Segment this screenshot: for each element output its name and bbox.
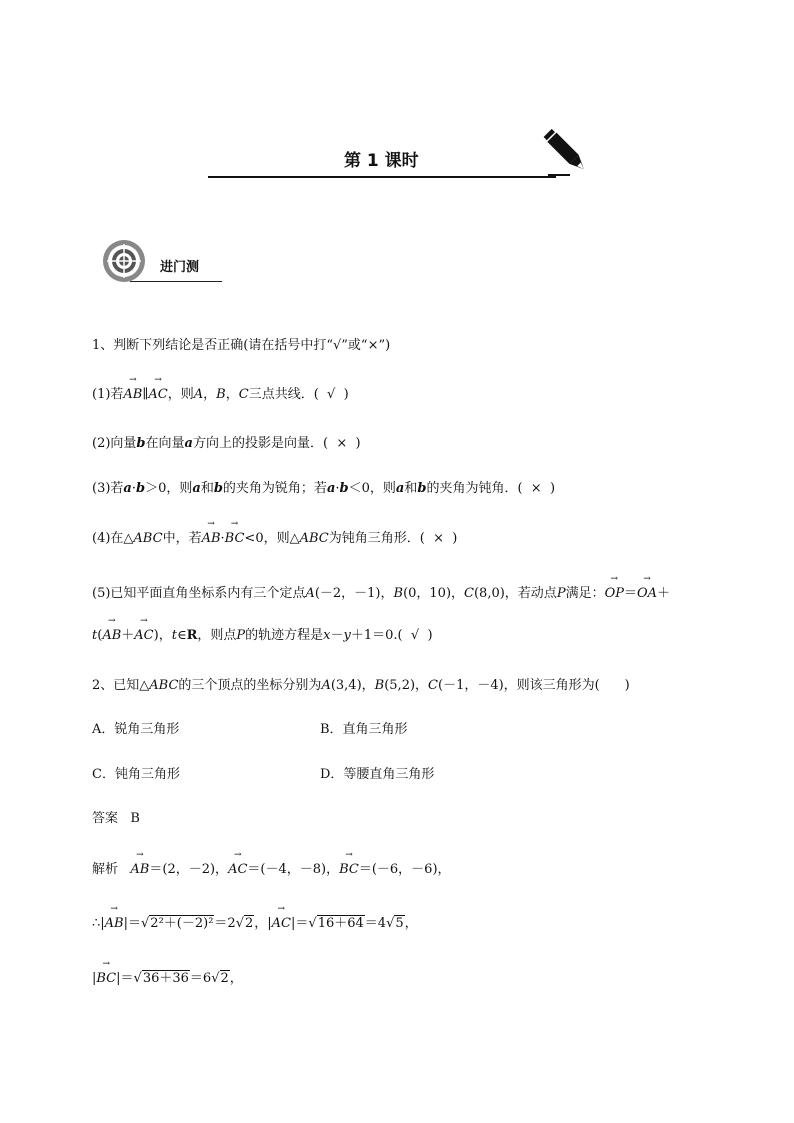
- text: (5)已知平面直角坐标系内有三个定点: [92, 586, 306, 601]
- option-b: B．直角三角形: [320, 722, 408, 737]
- vector-ac: → AC: [148, 386, 167, 404]
- point-a: A: [305, 586, 315, 601]
- title-underline: [208, 176, 556, 178]
- q2-stem: [92, 677, 630, 695]
- text: ，则点: [197, 628, 237, 643]
- text: ＝2: [214, 916, 236, 931]
- answer-value: B: [130, 811, 140, 826]
- analysis-label: 解析: [92, 862, 119, 877]
- point-p: P: [236, 628, 246, 643]
- text: (2)向量: [92, 436, 137, 451]
- reals-symbol: R: [186, 628, 198, 643]
- text: 的夹角为钝角．(: [426, 481, 523, 496]
- text: 和: [404, 481, 418, 496]
- vector-b: b: [136, 436, 146, 451]
- vector-bc: → BC: [339, 861, 359, 879]
- analysis-line-3: |→ BC|＝√36＋36＝6√2，: [92, 970, 243, 988]
- vector-bc: → BC: [96, 970, 116, 988]
- q1-item-5-line2: [92, 627, 433, 645]
- answer-mark: √: [410, 628, 420, 643]
- vector-b: b: [213, 481, 223, 496]
- text: (－2，－1)，: [314, 586, 394, 601]
- text: ): [343, 387, 349, 402]
- q1-item-2: [92, 435, 361, 453]
- text: ＝(－6，－6)，: [358, 862, 451, 877]
- vector-ac: → AC: [134, 627, 153, 645]
- answer-mark: √: [327, 387, 336, 402]
- text: 2、已知△: [92, 678, 150, 693]
- text: 的轨迹方程是: [245, 628, 324, 643]
- q1-item-4: [92, 530, 457, 548]
- vector-ab: → AB: [202, 530, 221, 548]
- param-t: t: [92, 628, 98, 643]
- point-b: B: [216, 387, 226, 402]
- option-c: C．钝角三角形: [92, 767, 180, 782]
- text: ，: [203, 387, 217, 402]
- text: (0，10)，: [403, 586, 465, 601]
- text: 在向量: [145, 436, 185, 451]
- answer-mark: ×: [336, 436, 348, 451]
- sqrt-expr: 5: [395, 916, 404, 931]
- text: 方向上的投影是向量．(: [192, 436, 329, 451]
- vector-b: b: [417, 481, 427, 496]
- point-b: B: [374, 678, 385, 693]
- vector-a: a: [123, 481, 132, 496]
- answer-mark: ×: [530, 481, 542, 496]
- sqrt-expr: 2: [220, 971, 229, 986]
- sqrt-expr: 36＋36: [142, 971, 189, 986]
- text: |＝: [291, 916, 309, 931]
- text: ＞0，则: [145, 481, 193, 496]
- text: ·: [335, 481, 340, 496]
- q1-item-5-line1: [92, 585, 670, 603]
- answer-label: 答案: [92, 811, 119, 826]
- text: (－1，－4)，则该三角形为(: [438, 678, 600, 693]
- text: ·: [220, 531, 225, 546]
- option-d: D．等腰直角三角形: [320, 767, 435, 782]
- vector-ab: → AB: [123, 386, 142, 404]
- vector-bc: → BC: [225, 530, 245, 548]
- text: <0，则△: [244, 531, 300, 546]
- target-icon: [101, 238, 147, 284]
- text: ＋: [121, 628, 135, 643]
- q1-item-3: [92, 480, 555, 498]
- text: ): [624, 678, 630, 693]
- vector-ab: → AB: [102, 627, 121, 645]
- triangle-name: ABC: [149, 678, 179, 693]
- text: )，: [153, 628, 172, 643]
- text: (1)若: [92, 387, 124, 402]
- text: ): [452, 531, 458, 546]
- vector-a: a: [395, 481, 405, 496]
- text: 和: [200, 481, 214, 496]
- text: ·: [131, 481, 136, 496]
- text: 的夹角为锐角；若: [222, 481, 327, 496]
- text: |＝: [116, 971, 134, 986]
- point-c: C: [238, 387, 249, 402]
- text: ＝6: [189, 971, 212, 986]
- text: ∥: [142, 387, 149, 402]
- section-underline: [130, 281, 222, 282]
- param-t: t: [171, 628, 177, 643]
- text: 的三个顶点的坐标分别为: [178, 678, 322, 693]
- text: －: [330, 628, 344, 643]
- text: ＝: [623, 586, 637, 601]
- analysis-line-1: [92, 861, 451, 879]
- triangle-name: ABC: [299, 531, 329, 546]
- sqrt-expr: 2: [244, 916, 254, 931]
- text: (: [97, 628, 103, 643]
- text: |＝: [123, 916, 141, 931]
- text: ∈: [176, 628, 187, 643]
- vector-ab: → AB: [130, 861, 149, 879]
- var-x: x: [323, 628, 331, 643]
- text: ＝4: [364, 916, 387, 931]
- text: 中，若: [162, 531, 202, 546]
- vector-a: a: [326, 481, 336, 496]
- vector-b: b: [136, 481, 146, 496]
- sqrt-expr: 16＋64: [317, 916, 364, 931]
- text: (8,0)，若动点: [473, 586, 557, 601]
- text: ＝(－4，－8)，: [247, 862, 340, 877]
- q1-item-1: [92, 386, 349, 404]
- vector-oa: → OA: [637, 585, 657, 603]
- vector-ab: → AB: [105, 915, 124, 933]
- pencil-icon: [540, 126, 596, 182]
- answer-mark: ×: [433, 531, 444, 546]
- text: ＜0，则: [348, 481, 396, 496]
- vector-b: b: [339, 481, 349, 496]
- point-c: C: [428, 678, 438, 693]
- text: ): [427, 628, 433, 643]
- text: (3)若: [92, 481, 124, 496]
- point-c: C: [464, 586, 474, 601]
- sqrt-expr: 2²＋(－2)²: [150, 916, 214, 931]
- analysis-line-2: ∴|→ AB|＝√2²＋(－2)²＝2√2，|→ AC|＝√16＋64＝4√5，: [92, 915, 418, 933]
- vector-ac: → AC: [228, 861, 247, 879]
- vector-a: a: [184, 436, 193, 451]
- point-p: P: [556, 586, 566, 601]
- q1-stem: 1、判断下列结论是否正确(请在括号中打“√”或“×”): [92, 338, 391, 353]
- var-y: y: [343, 628, 351, 643]
- text: ∴|: [92, 916, 105, 931]
- text: ，: [404, 916, 418, 931]
- text: ＋1＝0.(: [350, 628, 403, 643]
- point-a: A: [193, 387, 204, 402]
- option-a: A．锐角三角形: [92, 722, 180, 737]
- text: |: [92, 971, 97, 986]
- text: ＋: [657, 586, 671, 601]
- text: (4)在△: [92, 531, 134, 546]
- text: 满足：: [565, 586, 605, 601]
- point-b: B: [393, 586, 404, 601]
- text: ，|: [254, 916, 272, 931]
- text: ，则: [167, 387, 194, 402]
- vector-a: a: [192, 481, 201, 496]
- page-title: 第 1 课时: [344, 151, 419, 171]
- point-a: A: [321, 678, 331, 693]
- text: ，: [225, 387, 239, 402]
- answer-line: [92, 810, 140, 828]
- vector-op: → OP: [605, 585, 624, 603]
- section-label: 进门测: [160, 260, 200, 275]
- text: 为钝角三角形．(: [328, 531, 425, 546]
- text: 三点共线．(: [248, 387, 319, 402]
- text: ): [549, 481, 556, 496]
- text: ，: [229, 971, 243, 986]
- triangle-name: ABC: [133, 531, 163, 546]
- text: (3,4)，: [330, 678, 375, 693]
- text: ): [355, 436, 361, 451]
- text: ＝(2，－2)，: [149, 862, 229, 877]
- vector-ac: → AC: [272, 915, 291, 933]
- text: (5,2)，: [384, 678, 429, 693]
